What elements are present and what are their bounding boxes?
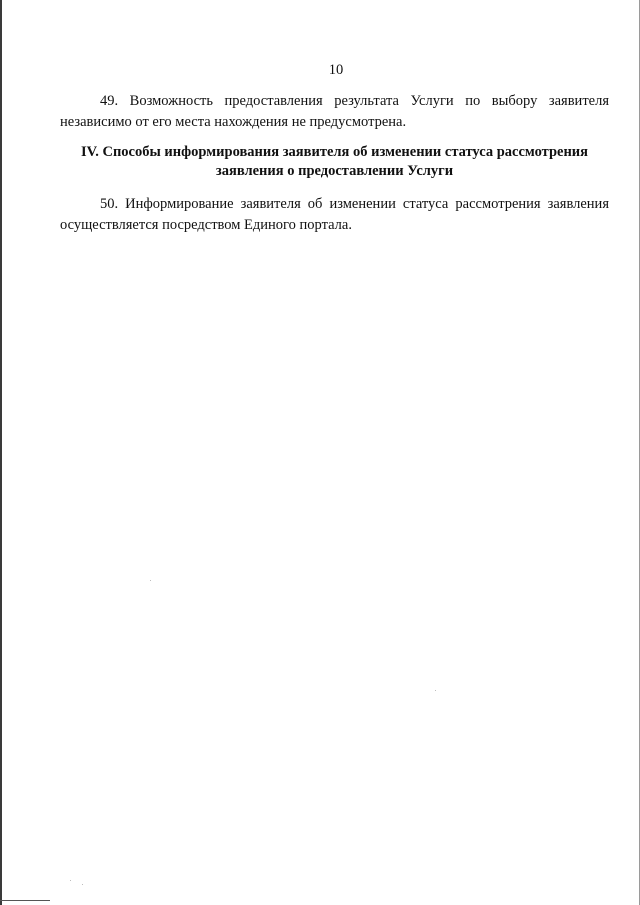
paragraph-49 xyxy=(60,91,609,133)
scan-edge-left xyxy=(0,0,2,905)
scan-speck xyxy=(70,880,71,881)
scan-speck xyxy=(435,690,436,691)
section-heading-line-2: заявления о предоставлении Услуги xyxy=(215,163,454,179)
scan-speck xyxy=(150,580,151,581)
paragraph-50 xyxy=(60,194,609,236)
paragraph-50-line-2: осуществляется посредством Единого портала. xyxy=(60,217,352,233)
page-number: 10 xyxy=(328,62,344,78)
paragraph-49-line-2: независимо от его места нахождения не предусмотрена. xyxy=(60,114,407,130)
scan-speck xyxy=(82,884,83,885)
section-heading-line-1: IV. Способы информирования заявителя об изменении статуса рассмотрения xyxy=(80,144,588,160)
section-heading xyxy=(60,143,609,181)
scan-edge-bottom xyxy=(0,900,50,901)
paragraph-50-line-1: 50. Информирование заявителя об изменении статуса рассмотрения заявления xyxy=(100,196,609,212)
paragraph-49-line-1: 49. Возможность предоставления результата Услуги по выбору заявителя xyxy=(100,93,609,109)
